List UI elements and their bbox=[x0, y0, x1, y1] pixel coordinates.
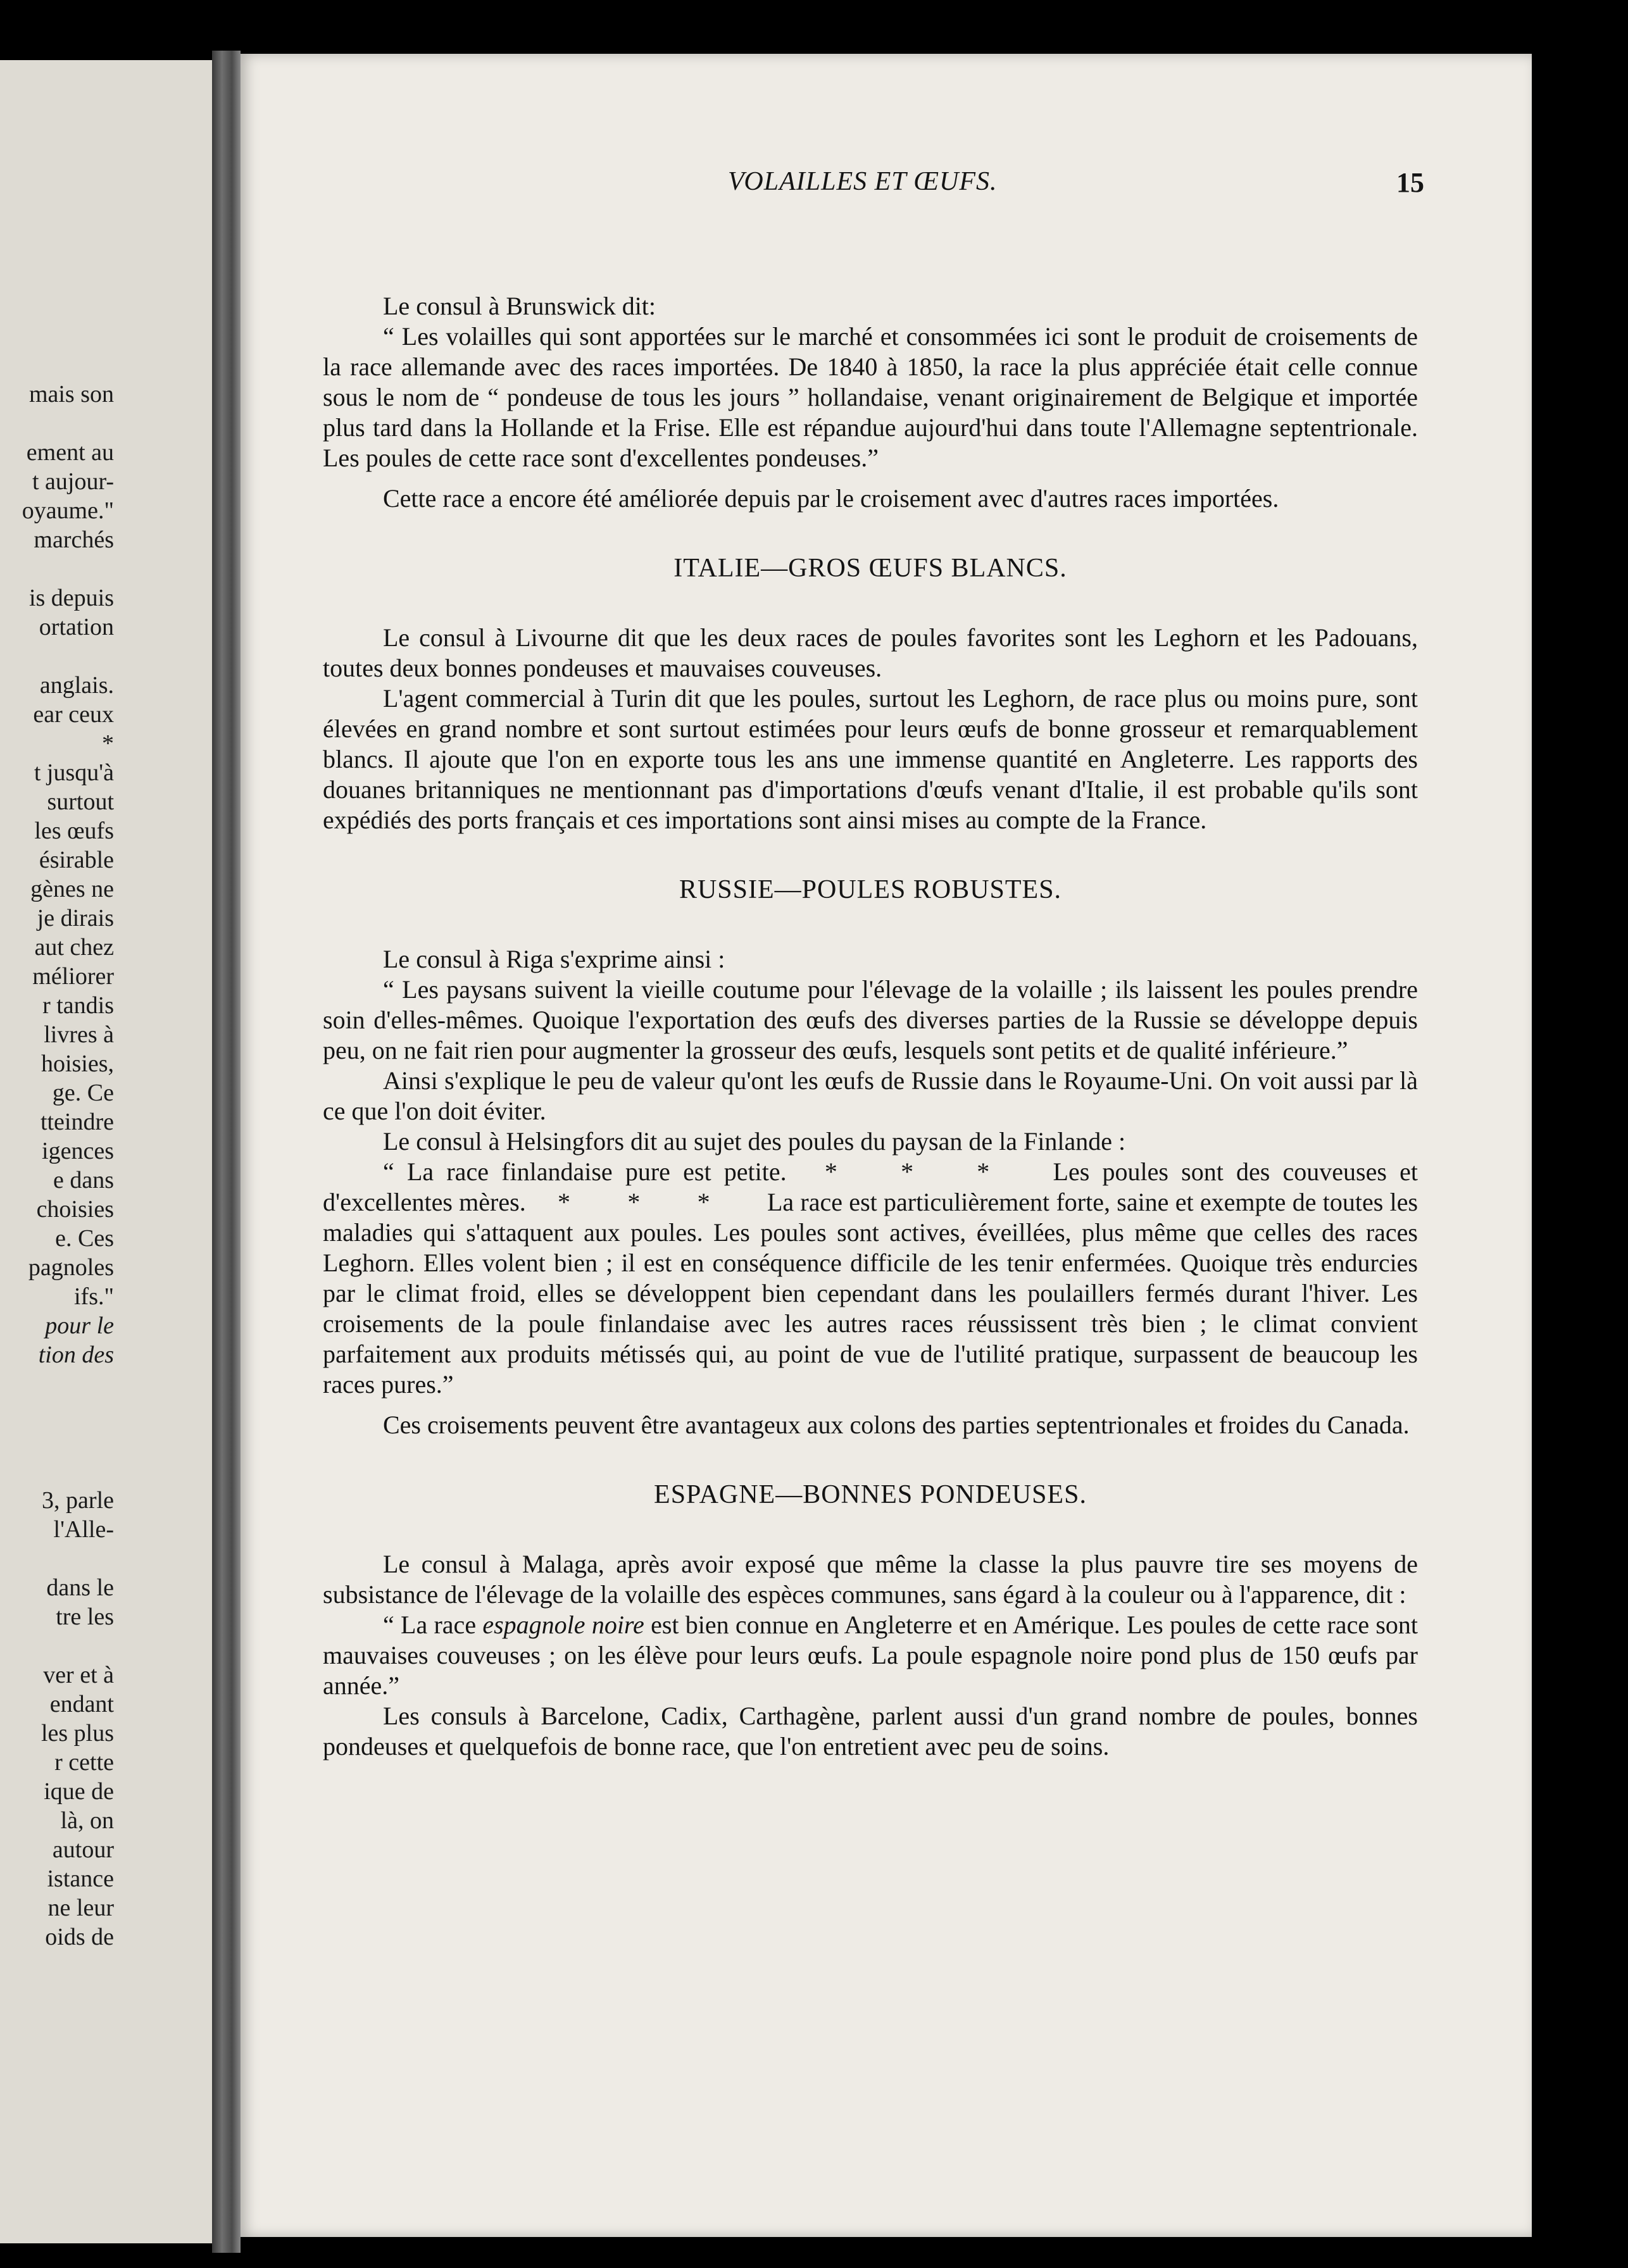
facing-page-line: les œufs bbox=[34, 818, 114, 844]
facing-page-line: tion des bbox=[38, 1342, 114, 1368]
facing-page-line: ortation bbox=[39, 614, 114, 640]
quote-malaga-italic: espagnole noire bbox=[482, 1611, 644, 1639]
running-title: VOLAILLES ET ŒUFS. bbox=[728, 167, 998, 196]
paragraph-livourne: Le consul à Livourne dit que les deux races de poules favorites sont les Leghorn et les Padouans, toutes deux bonnes pondeuses et mauvaises couveuses. bbox=[323, 623, 1418, 682]
facing-page-line: tteindre bbox=[40, 1109, 114, 1135]
quote-finlande bbox=[323, 1157, 1418, 1400]
facing-page-line: tre les bbox=[56, 1604, 114, 1630]
facing-page-line: les plus bbox=[41, 1720, 114, 1747]
facing-page-line: igences bbox=[42, 1138, 114, 1164]
asterism: * * * bbox=[558, 1188, 736, 1216]
quote-finlande-part-1: “ La race finlandaise pure est petite. bbox=[383, 1157, 787, 1186]
quote-malaga-start: “ La race bbox=[383, 1611, 477, 1639]
running-header bbox=[728, 166, 1424, 204]
facing-page-line: oids de bbox=[45, 1924, 114, 1950]
scan-border bbox=[1532, 54, 1628, 2237]
facing-page-line: mais son bbox=[28, 381, 114, 408]
facing-page-line: choisies bbox=[36, 1196, 114, 1223]
book-gutter bbox=[212, 51, 241, 2253]
section-heading-russie: RUSSIE—POULES ROBUSTES. bbox=[679, 875, 1062, 904]
facing-page-line: * bbox=[102, 730, 114, 757]
paragraph-finlande-after: Ces croisements peuvent être avantageux aux colons des parties septentrionales et froides du Canada. bbox=[383, 1411, 1410, 1439]
facing-page-line: surtout bbox=[47, 788, 114, 815]
facing-page-line: e dans bbox=[53, 1167, 114, 1193]
facing-page-line: ement au bbox=[26, 439, 114, 466]
facing-page-line: oyaume." bbox=[22, 497, 114, 524]
facing-page-line: r tandis bbox=[42, 992, 114, 1019]
facing-page-line: dans le bbox=[46, 1574, 114, 1601]
facing-page-line: 3, parle bbox=[42, 1487, 114, 1514]
quote-malaga bbox=[323, 1610, 1418, 1701]
facing-page-line: endant bbox=[49, 1691, 114, 1717]
facing-page-line: ne leur bbox=[47, 1895, 114, 1921]
facing-page-line: hoisies, bbox=[41, 1050, 114, 1077]
quote-finlande-part-2: Les poules sont des couveuses et d'excellentes mères. bbox=[323, 1157, 1418, 1216]
facing-page-line: gènes ne bbox=[30, 876, 114, 902]
facing-page-line: livres à bbox=[44, 1021, 114, 1048]
quote-malaga-rest: est bien connue en Angleterre et en Amérique. Les poules de cette race sont mauvaises couveuses ; on les élève pour leurs œufs. La poule espagnole noire pond plus de 150 œufs par année.” bbox=[323, 1611, 1418, 1700]
facing-page-line: ique de bbox=[44, 1778, 114, 1805]
quote-brunswick: “ Les volailles qui sont apportées sur le marché et consommées ici sont le produit de croisements de la race allemande avec des races importées. De 1840 à 1850, la race la plus appréciée était celle connue sous le nom de “ pondeuse de tous les jours ” hollandaise, venant originairement de Belgique et importée plus tard dans la Hollande et la Frise. Elle est répandue aujourd'hui dans toute l'Allemagne septentrionale. Les poules de cette race sont d'excellentes pondeuses.” bbox=[323, 322, 1418, 472]
paragraph-malaga: Le consul à Malaga, après avoir exposé que même la classe la plus pauvre tire ses moyens de subsistance de l'élevage de la volaille des espèces communes, sans égard à la couleur ou à l'apparence, dit : bbox=[323, 1550, 1418, 1609]
paragraph-turin: L'agent commercial à Turin dit que les poules, surtout les Leghorn, de race plus ou moins pure, sont élevées en grand nombre et sont surtout estimées pour leurs œufs de bonne grosseur et remarquablement blancs. Il ajoute que l'on en exporte tous les ans une immense quantité en Angleterre. Les rapports des douanes britanniques ne mentionnant pas d'importations d'œufs venant d'Italie, il est probable qu'ils sont expédiés des ports français et ces importations sont ainsi mises au compte de la France. bbox=[323, 684, 1418, 834]
facing-page-line: marchés bbox=[34, 526, 114, 553]
paragraph-brunswick-intro: Le consul à Brunswick dit: bbox=[383, 292, 656, 320]
quote-riga: “ Les paysans suivent la vieille coutume pour l'élevage de la volaille ; ils laissent les poules prendre soin d'elles-mêmes. Quoique l'exportation des œufs des diverses parties de la Russie se développe depuis peu, on ne fait rien pour augmenter la grosseur des œufs, lesquels sont petits et de qualité inférieure.” bbox=[323, 975, 1418, 1064]
facing-page-line: je dirais bbox=[37, 905, 114, 932]
quote-finlande-part-3: La race est particulièrement forte, saine et exempte de toutes les maladies qui s'attaquent aux poules. Les poules sont actives, éveillées, plus même que celles des races Leghorn. Elles volent bien ; il est en conséquence difficile de les tenir enfermées. Quoique très endurcies par le climat froid, elles se développent bien cependant dans les poulaillers fermés durant l'hiver. Les croisements de la poule finlandaise avec les autres races réussissent très bien ; le climat convient parfaitement aux produits métissés qui, au point de vue de l'utilité pratique, surpassent de beaucoup les races pures.” bbox=[323, 1188, 1418, 1399]
page-number: 15 bbox=[1396, 167, 1424, 198]
facing-page-line: anglais. bbox=[39, 672, 114, 699]
asterism: * * * bbox=[824, 1157, 1015, 1186]
facing-page-line: l'Alle- bbox=[53, 1516, 114, 1543]
facing-page-line: t aujour- bbox=[32, 468, 114, 495]
section-heading-italie: ITALIE—GROS ŒUFS BLANCS. bbox=[673, 554, 1067, 583]
facing-page-line: e. Ces bbox=[55, 1225, 114, 1252]
paragraph-helsingfors-intro: Le consul à Helsingfors dit au sujet des poules du paysan de la Finlande : bbox=[383, 1127, 1126, 1156]
facing-page-line: ge. Ce bbox=[52, 1080, 114, 1106]
facing-page-line: là, on bbox=[60, 1807, 114, 1834]
facing-page-line: istance bbox=[47, 1866, 114, 1892]
paragraph-riga-intro: Le consul à Riga s'exprime ainsi : bbox=[383, 945, 725, 973]
facing-page-line: ifs." bbox=[73, 1283, 114, 1310]
section-heading-espagne: ESPAGNE—BONNES PONDEUSES. bbox=[654, 1480, 1087, 1509]
facing-page-line: is depuis bbox=[28, 585, 114, 611]
facing-page-line: ésirable bbox=[39, 847, 114, 873]
facing-page-line: pagnoles bbox=[28, 1254, 114, 1281]
facing-page-line: ver et à bbox=[43, 1662, 114, 1688]
facing-page-line: t jusqu'à bbox=[34, 759, 114, 786]
facing-page-line: autour bbox=[52, 1836, 114, 1863]
paragraph-russie-conclusion: Ainsi s'explique le peu de valeur qu'ont les œufs de Russie dans le Royaume-Uni. On voit aussi par là ce que l'on doit éviter. bbox=[323, 1066, 1418, 1125]
paragraph-consuls-espagne: Les consuls à Barcelone, Cadix, Carthagène, parlent aussi d'un grand nombre de poules, bonnes pondeuses et quelquefois de bonne race, que l'on entretient avec peu de soins. bbox=[323, 1702, 1418, 1760]
facing-page-fragment bbox=[0, 60, 212, 2243]
facing-page-line: aut chez bbox=[34, 934, 114, 961]
page-body bbox=[323, 291, 1418, 1762]
facing-page-line: ear ceux bbox=[33, 701, 114, 728]
paragraph-brunswick-after: Cette race a encore été améliorée depuis par le croisement avec d'autres races importées. bbox=[383, 484, 1279, 513]
facing-page-line: pour le bbox=[45, 1312, 114, 1339]
facing-page-line: méliorer bbox=[32, 963, 114, 990]
facing-page-line: r cette bbox=[54, 1749, 114, 1776]
